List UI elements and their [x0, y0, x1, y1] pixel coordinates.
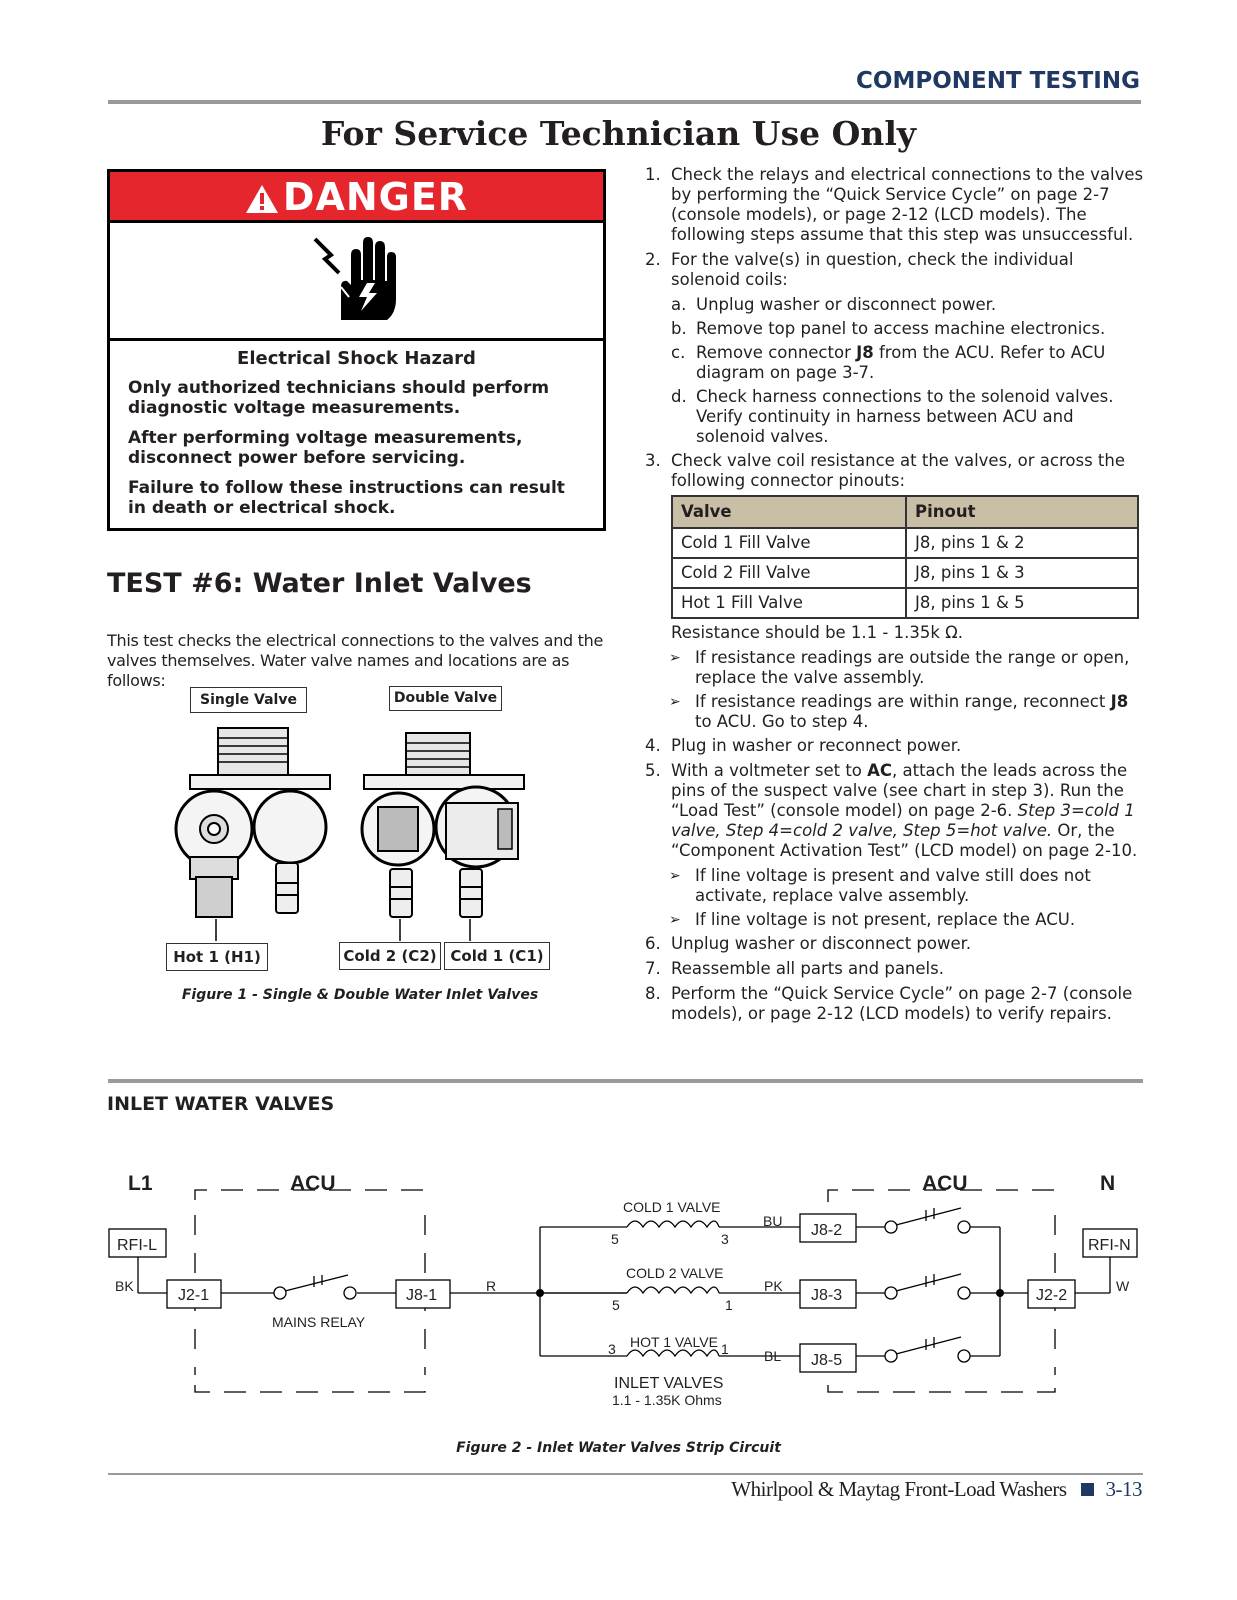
danger-line-1: Only authorized technicians should perform diagnostic voltage measurements. [128, 378, 550, 418]
table-row [672, 558, 1138, 588]
rfi-l-label: RFI-L [117, 1237, 157, 1254]
leader-lines [150, 683, 570, 973]
arrow-bullet-icon: ➢ [669, 868, 681, 884]
pin-label: 5 [612, 1297, 620, 1313]
l1-label: L1 [128, 1172, 153, 1195]
step-1: 1. Check the relays and electrical connections to the valves by performing the “Quick Service Cycle” on page 2-7 (console models), or page 2-12 (LCD models). The following steps assume that this step was unsuccessful. [645, 165, 1144, 244]
pin-label: 3 [608, 1341, 616, 1357]
pin-label: 5 [611, 1231, 619, 1247]
footer-square-icon [1081, 1483, 1094, 1496]
footer-text: Whirlpool & Maytag Front-Load Washers [731, 1477, 1067, 1501]
table-row [672, 528, 1138, 558]
danger-heading: Electrical Shock Hazard [237, 348, 476, 369]
table-cell: J8, pins 1 & 5 [906, 588, 1138, 618]
danger-banner [110, 172, 603, 223]
table-cell: J8, pins 1 & 3 [906, 558, 1138, 588]
bullet-1: ➢ If resistance readings are outside the range or open, replace the valve assembly. [669, 648, 1130, 687]
table-cell: J8, pins 1 & 2 [906, 528, 1138, 558]
r-label: R [486, 1278, 497, 1294]
acu-left-label: ACU [290, 1172, 336, 1195]
step-2b: b. Remove top panel to access machine electronics. [671, 319, 1106, 338]
warning-triangle-icon [245, 184, 279, 214]
cold-1-label: Cold 1 (C1) [444, 942, 550, 970]
procedure-steps [645, 165, 1145, 1029]
bullet-2: ➢ If resistance readings are within range, reconnect J8 to ACU. Go to step 4. [669, 692, 1129, 731]
page-footer [731, 1477, 1142, 1502]
table-header: Pinout [906, 496, 1138, 528]
pinout-table [671, 495, 1139, 619]
step-7: 7. Reassemble all parts and panels. [645, 959, 944, 978]
step-2d: d. Check harness connections to the solenoid valves. Verify continuity in harness between ACU and solenoid valves. [671, 387, 1114, 446]
bottom-divider [108, 1473, 1143, 1475]
bk-label: BK [115, 1278, 134, 1294]
acu-right-label: ACU [922, 1172, 968, 1195]
table-header-row [672, 496, 1138, 528]
cold-1-valve-label: COLD 1 VALVE [623, 1199, 721, 1215]
j2-1-label: J2-1 [178, 1287, 210, 1304]
shock-pictogram [110, 223, 603, 341]
page-number: 3-13 [1105, 1477, 1142, 1501]
middle-divider [108, 1079, 1143, 1083]
step-2: 2. For the valve(s) in question, check the individual solenoid coils: [645, 250, 1074, 289]
danger-label: DANGER [282, 175, 469, 219]
bu-label: BU [763, 1213, 783, 1229]
mains-relay-label: MAINS RELAY [272, 1314, 366, 1330]
resistance-note: Resistance should be 1.1 - 1.35k Ω. [671, 623, 964, 642]
j8-3-label: J8-3 [811, 1287, 843, 1304]
cold-2-label: Cold 2 (C2) [339, 942, 441, 970]
top-divider [108, 100, 1141, 104]
step-4: 4. Plug in washer or reconnect power. [645, 736, 962, 755]
j8-5-label: J8-5 [811, 1352, 843, 1369]
step-5: 5. With a voltmeter set to AC, attach the leads across the pins of the suspect valve (see chart in step 3). Run the “Load Test” (console model) on page 2-6. Step 3=cold 1 valve, Step 4=cold 2 valve, Step 5=hot valve. Or, the “Component Activation Test” (LCD model) on page 2-10. [645, 761, 1138, 860]
section-title: COMPONENT TESTING [856, 68, 1140, 94]
inlet-valves-heading: INLET WATER VALVES [107, 1093, 335, 1115]
table-cell: Cold 1 Fill Valve [672, 528, 906, 558]
w-label: W [1116, 1278, 1130, 1294]
step-6: 6. Unplug washer or disconnect power. [645, 934, 972, 953]
figure-1 [150, 683, 570, 973]
pin-label: 3 [721, 1231, 729, 1247]
bl-label: BL [764, 1348, 782, 1364]
j8-1-label: J8-1 [406, 1287, 438, 1304]
pin-label: 1 [725, 1297, 733, 1313]
arrow-bullet-icon: ➢ [669, 650, 681, 666]
j2-2-label: J2-2 [1036, 1287, 1068, 1304]
step-8: 8. Perform the “Quick Service Cycle” on page 2-7 (console models), or page 2-12 (LCD models) to verify repairs. [645, 984, 1133, 1023]
step-2a: a. Unplug washer or disconnect power. [671, 295, 997, 314]
danger-box [107, 169, 606, 531]
ohms-label: 1.1 - 1.35K Ohms [612, 1392, 722, 1408]
hot-1-valve-label: HOT 1 VALVE [630, 1334, 718, 1350]
hot-1-label: Hot 1 (H1) [166, 943, 268, 971]
bullet-3: ➢ If line voltage is present and valve still does not activate, replace valve assembly. [669, 866, 1091, 905]
inlet-valves-label: INLET VALVES [614, 1375, 724, 1392]
test-intro: This test checks the electrical connections to the valves and the valves themselves. Water valve names and locations are as follows: [107, 631, 604, 690]
arrow-bullet-icon: ➢ [669, 912, 681, 928]
danger-line-3: Failure to follow these instructions can result in death or electrical shock. [128, 478, 565, 518]
danger-line-2: After performing voltage measurements, disconnect power before servicing. [128, 428, 523, 468]
strip-circuit-diagram [100, 1160, 1150, 1440]
table-row [672, 588, 1138, 618]
single-valve-label: Single Valve [190, 687, 307, 713]
page-title: For Service Technician Use Only [320, 114, 917, 153]
pk-label: PK [764, 1278, 783, 1294]
table-cell: Hot 1 Fill Valve [672, 588, 906, 618]
electric-shock-hand-icon [305, 225, 415, 335]
j8-2-label: J8-2 [811, 1222, 843, 1239]
table-cell: Cold 2 Fill Valve [672, 558, 906, 588]
double-valve-label: Double Valve [389, 686, 502, 711]
test-heading: TEST #6: Water Inlet Valves [107, 568, 532, 599]
pin-label: 1 [721, 1341, 729, 1357]
step-3: 3. Check valve coil resistance at the valves, or across the following connector pinouts: [645, 451, 1126, 490]
n-label: N [1100, 1172, 1116, 1195]
rfi-n-label: RFI-N [1088, 1237, 1131, 1254]
bullet-4: ➢ If line voltage is not present, replace the ACU. [669, 910, 1076, 929]
arrow-bullet-icon: ➢ [669, 694, 681, 710]
step-2c: c. Remove connector J8 from the ACU. Refer to ACU diagram on page 3-7. [671, 343, 1106, 382]
figure-1-caption: Figure 1 - Single & Double Water Inlet Valves [181, 987, 539, 1003]
cold-2-valve-label: COLD 2 VALVE [626, 1265, 724, 1281]
figure-2-caption: Figure 2 - Inlet Water Valves Strip Circuit [456, 1440, 781, 1456]
table-header: Valve [672, 496, 906, 528]
